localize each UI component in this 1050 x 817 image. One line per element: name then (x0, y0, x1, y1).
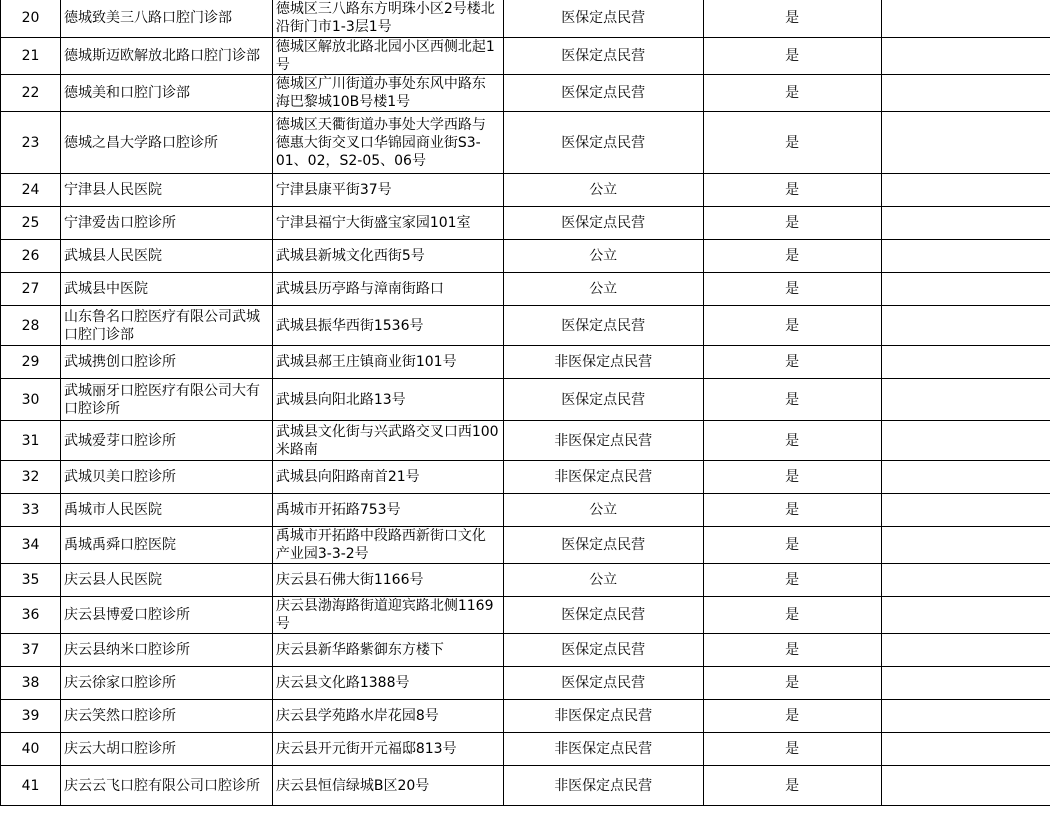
eligibility-flag: 是 (703, 667, 881, 700)
eligibility-flag: 是 (703, 527, 881, 564)
table-row (1, 461, 1050, 494)
institution-name: 武城贝美口腔诊所 (60, 461, 272, 494)
table-row (1, 564, 1050, 597)
notes-cell (881, 527, 1050, 564)
notes-cell (881, 461, 1050, 494)
institution-type: 公立 (503, 174, 703, 207)
table-row (1, 207, 1050, 240)
institution-type: 医保定点民营 (503, 75, 703, 112)
table-row (1, 766, 1050, 806)
eligibility-flag: 是 (703, 0, 881, 38)
table-row (1, 273, 1050, 306)
notes-cell (881, 564, 1050, 597)
institution-name: 宁津爱齿口腔诊所 (60, 207, 272, 240)
institution-type: 医保定点民营 (503, 306, 703, 346)
institution-name: 宁津县人民医院 (60, 174, 272, 207)
institution-name: 德城致美三八路口腔门诊部 (60, 0, 272, 38)
institution-address: 德城区天衢街道办事处大学西路与德惠大街交叉口华锦园商业街S3-01、02，S2-05、06号 (272, 112, 503, 174)
row-number: 26 (1, 240, 61, 273)
notes-cell (881, 38, 1050, 75)
row-number: 20 (1, 0, 61, 38)
row-number: 21 (1, 38, 61, 75)
institution-type: 非医保定点民营 (503, 461, 703, 494)
row-number: 31 (1, 421, 61, 461)
notes-cell (881, 207, 1050, 240)
row-number: 22 (1, 75, 61, 112)
eligibility-flag: 是 (703, 306, 881, 346)
institution-name: 庆云县人民医院 (60, 564, 272, 597)
notes-cell (881, 733, 1050, 766)
eligibility-flag: 是 (703, 634, 881, 667)
eligibility-flag: 是 (703, 75, 881, 112)
eligibility-flag: 是 (703, 421, 881, 461)
institution-type: 医保定点民营 (503, 527, 703, 564)
institution-type: 公立 (503, 273, 703, 306)
institution-type: 医保定点民营 (503, 379, 703, 421)
notes-cell (881, 346, 1050, 379)
institution-address: 武城县振华西街1536号 (272, 306, 503, 346)
institution-type: 非医保定点民营 (503, 346, 703, 379)
institution-address: 禹城市开拓路753号 (272, 494, 503, 527)
eligibility-flag: 是 (703, 461, 881, 494)
table-row (1, 527, 1050, 564)
eligibility-flag: 是 (703, 700, 881, 733)
row-number: 23 (1, 112, 61, 174)
eligibility-flag: 是 (703, 597, 881, 634)
eligibility-flag: 是 (703, 240, 881, 273)
table-row (1, 700, 1050, 733)
institution-name: 武城爱芽口腔诊所 (60, 421, 272, 461)
institution-type: 公立 (503, 564, 703, 597)
institution-name: 庆云县博爱口腔诊所 (60, 597, 272, 634)
eligibility-flag: 是 (703, 207, 881, 240)
notes-cell (881, 0, 1050, 38)
institution-type: 医保定点民营 (503, 38, 703, 75)
eligibility-flag: 是 (703, 174, 881, 207)
table-row (1, 240, 1050, 273)
institution-type: 医保定点民营 (503, 112, 703, 174)
institution-address: 庆云县学苑路水岸花园8号 (272, 700, 503, 733)
notes-cell (881, 634, 1050, 667)
row-number: 32 (1, 461, 61, 494)
notes-cell (881, 421, 1050, 461)
institution-type: 非医保定点民营 (503, 421, 703, 461)
table-row (1, 421, 1050, 461)
institution-address: 庆云县新华路紫御东方楼下 (272, 634, 503, 667)
table-body (1, 0, 1050, 806)
notes-cell (881, 494, 1050, 527)
institution-name: 庆云徐家口腔诊所 (60, 667, 272, 700)
institution-address: 德城区解放北路北园小区西侧北起1号 (272, 38, 503, 75)
row-number: 35 (1, 564, 61, 597)
table-row (1, 306, 1050, 346)
eligibility-flag: 是 (703, 564, 881, 597)
table-row (1, 75, 1050, 112)
row-number: 37 (1, 634, 61, 667)
institution-type: 非医保定点民营 (503, 700, 703, 733)
row-number: 28 (1, 306, 61, 346)
institution-name: 庆云大胡口腔诊所 (60, 733, 272, 766)
institution-name: 武城丽牙口腔医疗有限公司大有口腔诊所 (60, 379, 272, 421)
institution-type: 非医保定点民营 (503, 766, 703, 806)
institution-type: 公立 (503, 494, 703, 527)
institution-address: 德城区三八路东方明珠小区2号楼北沿街门市1-3层1号 (272, 0, 503, 38)
eligibility-flag: 是 (703, 494, 881, 527)
notes-cell (881, 240, 1050, 273)
institution-type: 医保定点民营 (503, 634, 703, 667)
row-number: 30 (1, 379, 61, 421)
notes-cell (881, 306, 1050, 346)
institution-name: 武城县中医院 (60, 273, 272, 306)
row-number: 29 (1, 346, 61, 379)
institution-name: 武城携创口腔诊所 (60, 346, 272, 379)
institution-name: 庆云云飞口腔有限公司口腔诊所 (60, 766, 272, 806)
institution-address: 武城县文化街与兴武路交叉口西100米路南 (272, 421, 503, 461)
notes-cell (881, 75, 1050, 112)
institution-name: 禹城市人民医院 (60, 494, 272, 527)
institution-address: 武城县历亭路与漳南街路口 (272, 273, 503, 306)
institution-type: 医保定点民营 (503, 667, 703, 700)
notes-cell (881, 174, 1050, 207)
institution-address: 庆云县开元街开元福邸813号 (272, 733, 503, 766)
institution-address: 武城县郝王庄镇商业街101号 (272, 346, 503, 379)
institution-address: 庆云县石佛大街1166号 (272, 564, 503, 597)
table-row (1, 0, 1050, 38)
table-row (1, 667, 1050, 700)
eligibility-flag: 是 (703, 379, 881, 421)
institution-name: 德城斯迈欧解放北路口腔门诊部 (60, 38, 272, 75)
eligibility-flag: 是 (703, 733, 881, 766)
institution-address: 庆云县渤海路街道迎宾路北侧1169号 (272, 597, 503, 634)
table-row (1, 379, 1050, 421)
institution-address: 宁津县福宁大街盛宝家园101室 (272, 207, 503, 240)
institution-name: 禹城禹舜口腔医院 (60, 527, 272, 564)
institution-type: 非医保定点民营 (503, 733, 703, 766)
notes-cell (881, 667, 1050, 700)
institution-type: 医保定点民营 (503, 597, 703, 634)
eligibility-flag: 是 (703, 766, 881, 806)
row-number: 27 (1, 273, 61, 306)
institution-address: 武城县新城文化西街5号 (272, 240, 503, 273)
notes-cell (881, 112, 1050, 174)
row-number: 36 (1, 597, 61, 634)
row-number: 33 (1, 494, 61, 527)
table-row (1, 346, 1050, 379)
institution-type: 医保定点民营 (503, 0, 703, 38)
table-row (1, 174, 1050, 207)
eligibility-flag: 是 (703, 38, 881, 75)
eligibility-flag: 是 (703, 346, 881, 379)
institution-address: 武城县向阳北路13号 (272, 379, 503, 421)
table-row (1, 38, 1050, 75)
notes-cell (881, 700, 1050, 733)
institution-name: 德城美和口腔门诊部 (60, 75, 272, 112)
row-number: 24 (1, 174, 61, 207)
table-row (1, 494, 1050, 527)
row-number: 25 (1, 207, 61, 240)
row-number: 41 (1, 766, 61, 806)
eligibility-flag: 是 (703, 273, 881, 306)
institution-name: 庆云县纳米口腔诊所 (60, 634, 272, 667)
table-row (1, 597, 1050, 634)
institution-address: 宁津县康平街37号 (272, 174, 503, 207)
row-number: 40 (1, 733, 61, 766)
institution-name: 武城县人民医院 (60, 240, 272, 273)
institution-address: 武城县向阳路南首21号 (272, 461, 503, 494)
table-row (1, 733, 1050, 766)
table-row (1, 112, 1050, 174)
institution-type: 医保定点民营 (503, 207, 703, 240)
notes-cell (881, 766, 1050, 806)
notes-cell (881, 379, 1050, 421)
institution-address: 禹城市开拓路中段路西新街口文化产业园3-3-2号 (272, 527, 503, 564)
table-row (1, 634, 1050, 667)
institution-address: 庆云县恒信绿城B区20号 (272, 766, 503, 806)
eligibility-flag: 是 (703, 112, 881, 174)
institution-address: 庆云县文化路1388号 (272, 667, 503, 700)
notes-cell (881, 597, 1050, 634)
row-number: 38 (1, 667, 61, 700)
institution-name: 德城之昌大学路口腔诊所 (60, 112, 272, 174)
row-number: 39 (1, 700, 61, 733)
institution-name: 山东鲁名口腔医疗有限公司武城口腔门诊部 (60, 306, 272, 346)
institution-address: 德城区广川街道办事处东风中路东海巴黎城10B号楼1号 (272, 75, 503, 112)
institution-type: 公立 (503, 240, 703, 273)
institution-name: 庆云笑然口腔诊所 (60, 700, 272, 733)
row-number: 34 (1, 527, 61, 564)
notes-cell (881, 273, 1050, 306)
